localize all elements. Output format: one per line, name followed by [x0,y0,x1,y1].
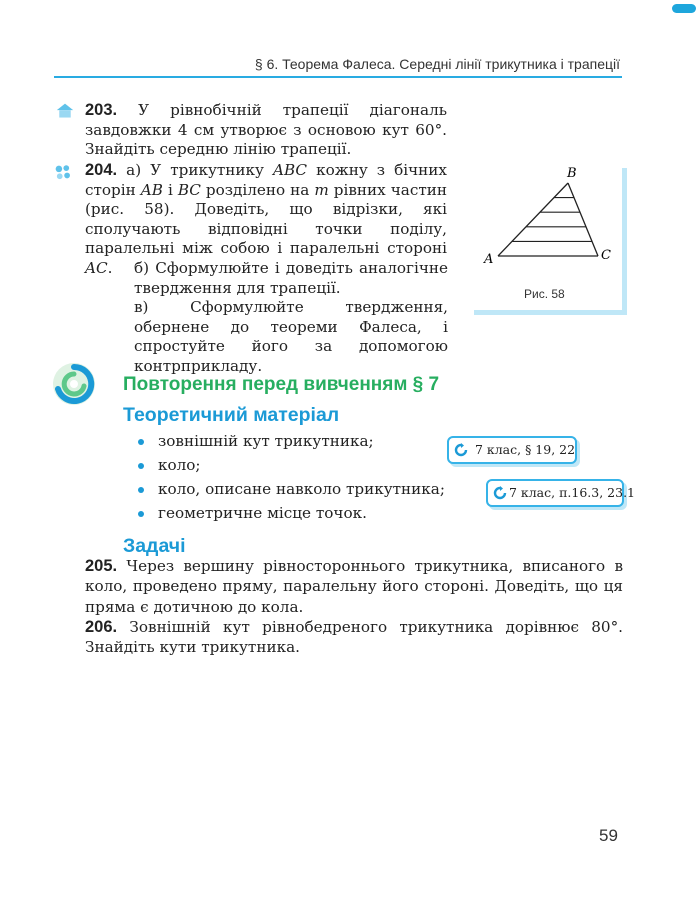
label-a: A [484,252,494,267]
theory-title: Теоретичний матеріал [123,404,340,426]
reference-badge-1 [447,436,577,464]
var-m: m [314,180,329,199]
theory-item: зовнішній кут трикутника; [136,432,445,456]
task-204-part-c: в) Сформулюйте твердження, обернене до теореми Фалеса, і спростуйте його за допомогою контрприкладу. [134,298,448,375]
task-204-conj: і [167,180,173,199]
var-ab: AB [140,180,163,199]
swirl-review-icon [52,362,96,406]
figure-58-triangle [478,160,618,270]
task-205-number: 205. [85,557,118,575]
task-204-a-text1: кожну з бічних сторін [85,161,447,199]
label-b: B [567,166,577,181]
theory-item: коло; [136,456,445,480]
difficulty-house-icon [56,102,74,120]
difficulty-dots-icon [54,164,72,182]
task-206 [85,617,623,658]
tasks-title: Задачі [123,535,186,557]
label-c: C [601,248,611,263]
task-206-text: Зовнішній кут рівнобедреного трикутника дорівнює 80°. Знайдіть кути трикутника. [85,618,624,657]
task-203-text: У рівнобічній трапеції діагональ завдовжки 4 см утворює з основою кут 60°. Знайдіть середню лінію трапеції. [85,101,447,159]
task-205 [85,556,623,617]
var-abc: ABC [273,161,308,179]
figure-caption: Рис. 58 [524,287,565,301]
var-ac: AC [85,258,108,277]
side-ab [498,183,568,256]
task-204-a-text2: розділено на [205,180,310,199]
task-204-a-prefix: а) У трикутнику [126,161,264,179]
reference-badge-2 [486,479,635,507]
theory-item: геометричне місце точок. [136,504,445,528]
reference-text-2: 7 клас, п.16.3, 23.1 [509,485,635,500]
task-204-period: . [107,258,113,277]
reference-text-1: 7 клас, § 19, 22 [475,442,576,457]
cycle-arrow-icon [454,443,468,457]
var-bc: BC [177,180,201,199]
task-204-a-text3: рівних частин (рис. 58). Доведіть, що відрізки, які сполучають відповідні точки поділу, паралельні між собою і паралельні стороні [85,180,447,258]
task-205-text: Через вершину рівностороннього трикутника, вписаного в коло, проведено пряму, паралельну його стороні. Доведіть, що ця пряма є дотичною до кола. [85,557,624,616]
publisher-logo-icon [672,4,696,13]
theory-list [136,432,445,528]
theory-item: коло, описане навколо трикутника; [136,480,445,504]
task-204-part-b: б) Сформулюйте і доведіть аналогічне твердження для трапеції. [134,259,448,297]
task-203-number: 203. [85,101,118,119]
task-206-number: 206. [85,618,118,636]
cycle-arrow-icon [493,486,507,500]
task-204-number: 204. [85,161,118,179]
page-number: 59 [599,826,618,845]
side-bc [568,183,598,256]
running-title: § 6. Теорема Фалеса. Середні лінії трикутника і трапеції [254,56,620,72]
review-title: Повторення перед вивченням § 7 [123,374,440,395]
task-203 [85,101,447,160]
header-rule [54,76,622,78]
